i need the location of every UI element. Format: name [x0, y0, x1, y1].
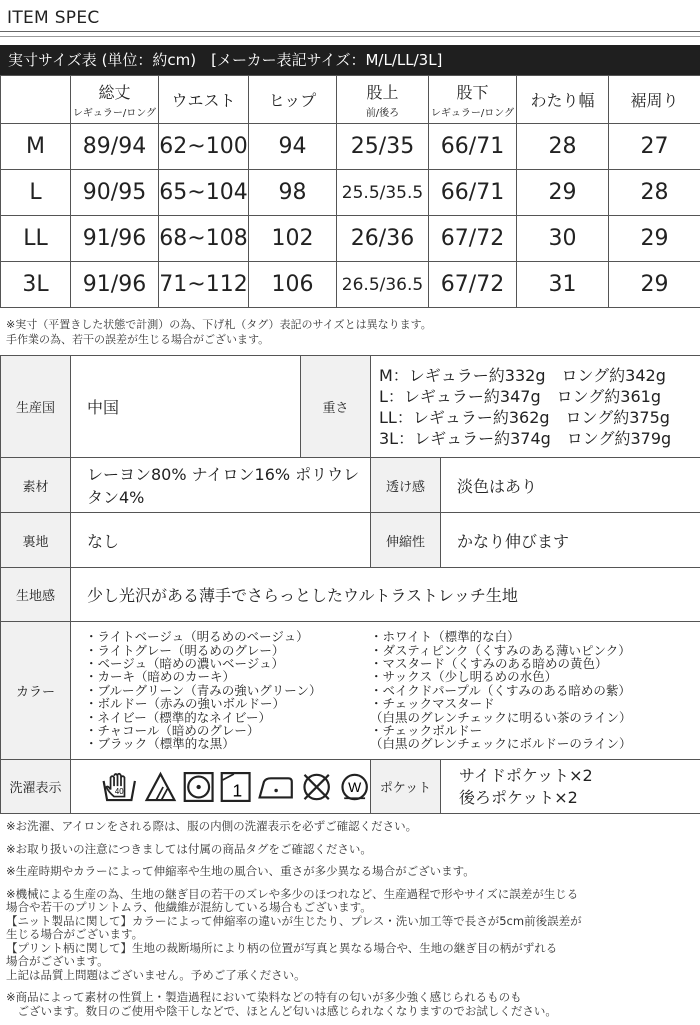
col-header: わたり幅 — [517, 76, 609, 124]
note-block — [6, 991, 696, 1018]
spec-row-texture — [1, 568, 700, 622]
note-line: 場合や若干のプリントムラ、他繊維が混紡している場合もございます。 — [6, 900, 372, 914]
sheer-label: 透け感 — [371, 458, 441, 513]
table-cell: 28 — [609, 170, 700, 216]
color-item: ・カーキ（暗めのカーキ） — [85, 669, 236, 685]
pocket-value — [441, 760, 700, 814]
table-cell: 68~108 — [159, 216, 249, 262]
table-cell: 62~100 — [159, 124, 249, 170]
color-item: ・ライトベージュ（明るめのベージュ） — [85, 629, 309, 645]
page-title: ITEM SPEC — [7, 8, 100, 28]
color-item: ・ベイクドパープル（くすみのある暗めの紫） — [370, 682, 631, 698]
note-line: ※お洗濯、アイロンをされる際は、服の内側の洗濯表示を必ずご確認ください。 — [6, 819, 418, 833]
corner-cell — [1, 76, 71, 124]
table-cell: 27 — [609, 124, 700, 170]
no-dry-clean-icon — [301, 769, 332, 805]
origin-label: 生産国 — [1, 356, 71, 458]
note-line: 生じる場合がございます。 — [6, 927, 144, 941]
note-line: ※機械による生産の為、生地の継ぎ目の若干のズレや多少のほつれなど、生産過程で形やサイズに誤差が生じる — [6, 886, 579, 901]
line-dry-icon — [220, 769, 251, 805]
table-cell: 66/71 — [429, 170, 517, 216]
hand-wash-icon — [101, 768, 138, 806]
size-table-header — [1, 76, 700, 124]
table-cell: 90/95 — [71, 170, 159, 216]
pocket-line: サイドポケット×2 — [459, 765, 593, 785]
color-item: ・ベージュ（暗めの濃いベージュ） — [85, 655, 285, 671]
size-label: LL — [1, 216, 71, 262]
color-value — [71, 622, 700, 760]
material-label: 素材 — [1, 458, 71, 513]
color-item: （白黒のグレンチェックに明るい茶のライン） — [370, 709, 632, 725]
table-cell: 29 — [517, 170, 609, 216]
color-item: ・ライトグレー（明るめのグレー） — [85, 642, 285, 658]
weight-line: LL：レギュラー約362g ロング約375g — [379, 407, 670, 427]
origin-value: 中国 — [71, 356, 301, 458]
note-line: ※お取り扱いの注意につきましては付属の商品タグをご確認ください。 — [6, 841, 372, 856]
table-cell: 94 — [249, 124, 337, 170]
col-header: ウエスト — [159, 76, 249, 124]
table-cell: 29 — [609, 216, 700, 262]
color-item: ・チェックマスタード — [370, 696, 495, 712]
lining-label: 裏地 — [1, 513, 71, 568]
color-item: ・ホワイト（標準的な白） — [370, 629, 520, 645]
spec-row-lining — [1, 513, 700, 568]
wash-temp-label: 40 — [114, 786, 124, 796]
table-row — [1, 262, 700, 308]
size-label: M — [1, 124, 71, 170]
lining-value: なし — [71, 513, 371, 568]
color-item: （白黒のグレンチェックにボルドーのライン） — [370, 736, 632, 752]
table-cell: 31 — [517, 262, 609, 308]
bleach-icon — [144, 769, 177, 805]
spec-row-color — [1, 622, 700, 760]
table-cell: 89/94 — [71, 124, 159, 170]
table-cell: 91/96 — [71, 216, 159, 262]
weight-line: 3L：レギュラー約374g ロング約379g — [379, 428, 672, 448]
texture-value: 少し光沢がある薄手でさらっとしたウルトラストレッチ生地 — [71, 568, 700, 622]
note-line: ※生産時期やカラーによって伸縮率や生地の風合い、重さが多少異なる場合がございます。 — [6, 864, 475, 878]
color-list-right — [370, 630, 631, 751]
color-item: ・サックス（少し明るめの水色） — [370, 669, 558, 685]
pocket-label: ポケット — [371, 760, 441, 814]
table-cell: 65~104 — [159, 170, 249, 216]
table-row — [1, 124, 700, 170]
table-cell: 29 — [609, 262, 700, 308]
note-line: ※実寸（平置きした状態で計測）の為、下げ札（タグ）表記のサイズとは異なります。 — [6, 318, 432, 331]
color-item: ・ブルーグリーン（青みの強いグリーン） — [85, 682, 322, 698]
table-cell: 30 — [517, 216, 609, 262]
table-row — [1, 216, 700, 262]
note-line: 場合がございます。 — [6, 954, 109, 968]
weight-label: 重さ — [301, 356, 371, 458]
pocket-line: 後ろポケット×2 — [459, 787, 578, 807]
col-header: 股下 レギュラー/ロング — [429, 76, 517, 124]
table-cell: 25.5/35.5 — [337, 170, 429, 216]
note-block — [6, 888, 696, 983]
note-line: ※商品によって素材の性質上・製造過程において染料などの特有の匂いが多少強く感じられるものも — [6, 990, 522, 1004]
table-cell: 66/71 — [429, 124, 517, 170]
table-cell: 71~112 — [159, 262, 249, 308]
table-cell: 98 — [249, 170, 337, 216]
table-cell: 25/35 — [337, 124, 429, 170]
table-cell: 67/72 — [429, 216, 517, 262]
header — [0, 0, 700, 34]
note-line: 【ニット製品に関して】カラーによって伸縮率の違いが生じたり、プレス・洗い加工等で長さが5cm前後誤差が — [6, 913, 582, 928]
weight-line: M：レギュラー約332g ロング約342g — [379, 365, 666, 385]
table-cell: 26.5/36.5 — [337, 262, 429, 308]
table-row — [1, 170, 700, 216]
col-header: 総丈 レギュラー/ロング — [71, 76, 159, 124]
divider — [0, 31, 700, 32]
weight-line: L：レギュラー約347g ロング約361g — [379, 386, 661, 406]
iron-icon — [257, 769, 295, 805]
table-cell: 26/36 — [337, 216, 429, 262]
texture-label: 生地感 — [1, 568, 71, 622]
size-label: 3L — [1, 262, 71, 308]
col-header: ヒップ — [249, 76, 337, 124]
spec-row-origin — [1, 356, 700, 458]
size-note — [6, 317, 432, 347]
stretch-label: 伸縮性 — [371, 513, 441, 568]
wash-label: 洗濯表示 — [1, 760, 71, 814]
color-item: ・ネイビー（標準的なネイビー） — [85, 709, 272, 725]
note-line: 【プリント柄に関して】生地の裁断場所により柄の位置が写真と異なる場合や、生地の継ぎ目の柄がずれる — [6, 940, 558, 955]
color-list-left — [85, 630, 370, 751]
spec-table — [0, 355, 700, 814]
wet-letter-label: W — [347, 778, 361, 795]
table-cell: 106 — [249, 262, 337, 308]
weight-value — [371, 356, 700, 458]
stretch-value: かなり伸びます — [441, 513, 700, 568]
col-header: 裾周り — [609, 76, 700, 124]
wet-clean-icon — [339, 769, 370, 805]
col-header: 股上 前/後ろ — [337, 76, 429, 124]
sheer-value: 淡色はあり — [441, 458, 700, 513]
color-item: ・ブラック（標準的な黒） — [85, 736, 235, 752]
color-item: ・ボルドー（赤みの強いボルドー） — [85, 696, 286, 712]
note-line: 手作業の為、若干の誤差が生じる場合がございます。 — [6, 333, 270, 346]
color-item: ・チェックボルドー — [370, 723, 483, 739]
note-line: 上記は品質上問題はございません。予めご了承ください。 — [6, 967, 306, 982]
dry-number-label: 1 — [232, 780, 243, 801]
material-value: レーヨン80% ナイロン16% ポリウレタン4% — [71, 458, 371, 513]
tumble-dry-icon — [183, 769, 214, 805]
size-label: L — [1, 170, 71, 216]
size-table — [0, 75, 700, 308]
table-cell: 28 — [517, 124, 609, 170]
size-table-title: 実寸サイズ表 (単位：約cm) [メーカー表記サイズ：M/L/LL/3L] — [0, 45, 700, 75]
divider — [0, 36, 700, 37]
note-line: ございます。数日のご使用や陰干しなどで、ほとんど匂いは感じられなくなりますのでお試しください。 — [6, 1003, 557, 1018]
wash-icons — [71, 760, 371, 814]
color-item: ・ダスティピンク（くすみのある薄いピンク） — [370, 642, 631, 658]
spec-row-care — [1, 760, 700, 814]
color-item: ・マスタード（くすみのある暗めの黄色） — [370, 655, 608, 671]
spec-row-material — [1, 458, 700, 513]
color-item: ・チャコール（暗めのグレー） — [85, 723, 260, 739]
table-cell: 91/96 — [71, 262, 159, 308]
table-cell: 102 — [249, 216, 337, 262]
table-cell: 67/72 — [429, 262, 517, 308]
notes — [6, 820, 696, 1018]
color-label: カラー — [1, 622, 71, 760]
